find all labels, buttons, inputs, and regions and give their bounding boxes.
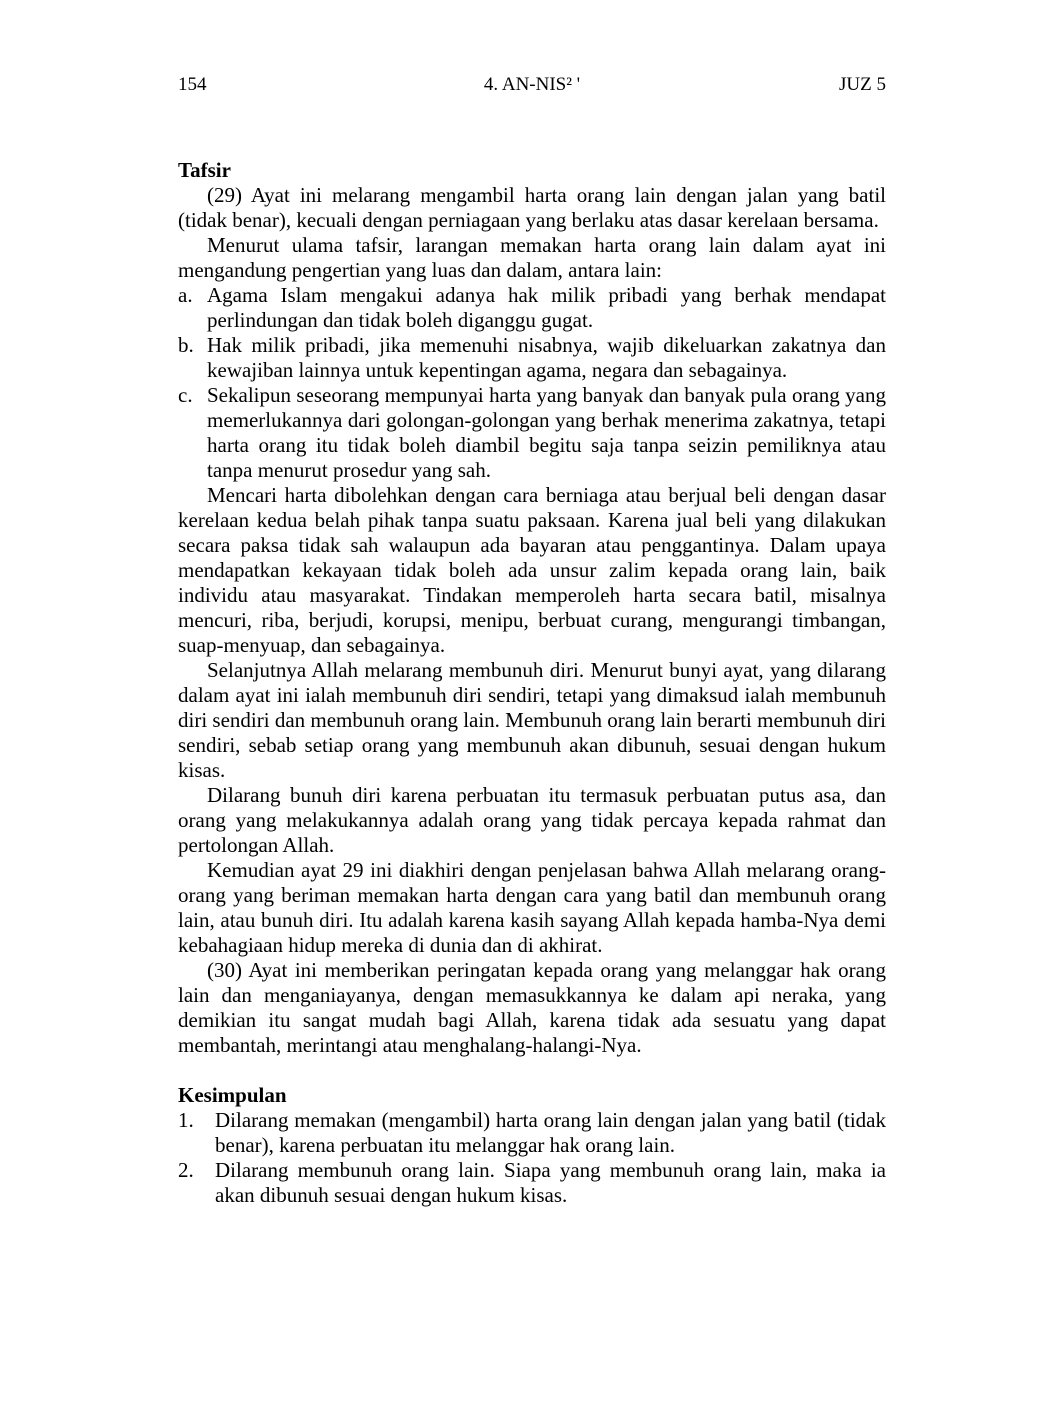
list-item-marker: a. — [178, 283, 193, 307]
tafsir-paragraph-despair: Dilarang bunuh diri karena perbuatan itu termasuk perbuatan putus asa, dan orang yang melakukannya adalah orang yang tidak percaya kepada rahmat dan pertolongan Allah. — [178, 783, 886, 857]
list-item-marker: b. — [178, 333, 194, 357]
page-content — [178, 158, 886, 1208]
list-item-marker: c. — [178, 383, 193, 407]
tafsir-list — [178, 283, 886, 483]
list-item — [178, 333, 886, 383]
tafsir-paragraph-suicide: Selanjutnya Allah melarang membunuh diri. Menurut bunyi ayat, yang dilarang dalam ayat ini ialah membunuh diri sendiri, tetapi yang dimaksud ialah membunuh diri sendiri dan membunuh orang lain. Membunuh orang lain berarti membunuh diri sendiri, sebab setiap orang yang membunuh akan dibunuh, sesuai dengan hukum kisas. — [178, 658, 887, 782]
tafsir-paragraph-intro-list: Menurut ulama tafsir, larangan memakan harta orang lain dalam ayat ini mengandung pengertian yang luas dan dalam, antara lain: — [178, 233, 886, 282]
tafsir-paragraph-conclusion-29: Kemudian ayat 29 ini diakhiri dengan penjelasan bahwa Allah melarang orang-orang yang beriman memakan harta dengan cara yang batil dan membunuh orang lain, atau bunuh diri. Itu adalah karena kasih sayang Allah kepada hamba-Nya demi kebahagiaan hidup mereka di dunia dan di akhirat. — [178, 858, 886, 957]
list-item-text: Agama Islam mengakui adanya hak milik pribadi yang berhak mendapat perlindungan dan tidak boleh diganggu gugat. — [207, 283, 886, 332]
list-item-text: Dilarang memakan (mengambil) harta orang lain dengan jalan yang batil (tidak benar), karena perbuatan itu melanggar hak orang lain. — [215, 1108, 886, 1157]
list-item-text: Hak milik pribadi, jika memenuhi nisabnya, wajib dikeluarkan zakatnya dan kewajiban lainnya untuk kepentingan agama, negara dan sebagainya. — [207, 333, 886, 382]
tafsir-paragraph-30: (30) Ayat ini memberikan peringatan kepada orang yang melanggar hak orang lain dan menganiayanya, dengan memasukkannya ke dalam api neraka, yang demikian itu sangat mudah bagi Allah, karena tidak ada sesuatu yang dapat membantah, merintangi atau menghalang-halangi-Nya. — [178, 958, 886, 1057]
kesimpulan-heading: Kesimpulan — [178, 1083, 287, 1107]
tafsir-heading: Tafsir — [178, 158, 231, 182]
kesimpulan-list — [178, 1108, 886, 1208]
list-item-marker: 1. — [178, 1108, 194, 1132]
list-item — [178, 383, 886, 483]
list-item-marker: 2. — [178, 1158, 194, 1182]
section-spacer — [178, 1058, 886, 1083]
page-number: 154 — [178, 74, 207, 95]
running-header — [178, 72, 886, 98]
tafsir-paragraph-trade: Mencari harta dibolehkan dengan cara berniaga atau berjual beli dengan dasar kerelaan kedua belah pihak tanpa suatu paksaan. Karena jual beli yang dilakukan secara paksa tidak sah walaupun ada bayaran atau penggantinya. Dalam upaya mendapatkan kekayaan tidak boleh ada unsur zalim kepada orang lain, baik individu atau masyarakat. Tindakan memperoleh harta secara batil, misalnya mencuri, riba, berjudi, korupsi, menipu, berbuat curang, mengurangi timbangan, suap-menyuap, dan sebagainya. — [178, 483, 886, 657]
list-item-text: Sekalipun seseorang mempunyai harta yang banyak dan banyak pula orang yang memerlukannya dari golongan-golongan yang berhak menerima zakatnya, tetapi harta orang itu tidak boleh diambil begitu saja tanpa seizin pemiliknya atau tanpa menurut prosedur yang sah. — [207, 383, 886, 482]
juz-label: JUZ 5 — [839, 74, 886, 95]
list-item — [178, 1108, 886, 1158]
chapter-title: 4. AN-NIS² ' — [483, 74, 581, 95]
tafsir-paragraph-29: (29) Ayat ini melarang mengambil harta orang lain dengan jalan yang batil (tidak benar), kecuali dengan perniagaan yang berlaku atas dasar kerelaan bersama. — [178, 183, 886, 232]
list-item — [178, 283, 886, 333]
list-item — [178, 1158, 886, 1208]
list-item-text: Dilarang membunuh orang lain. Siapa yang membunuh orang lain, maka ia akan dibunuh sesuai dengan hukum kisas. — [215, 1158, 886, 1207]
